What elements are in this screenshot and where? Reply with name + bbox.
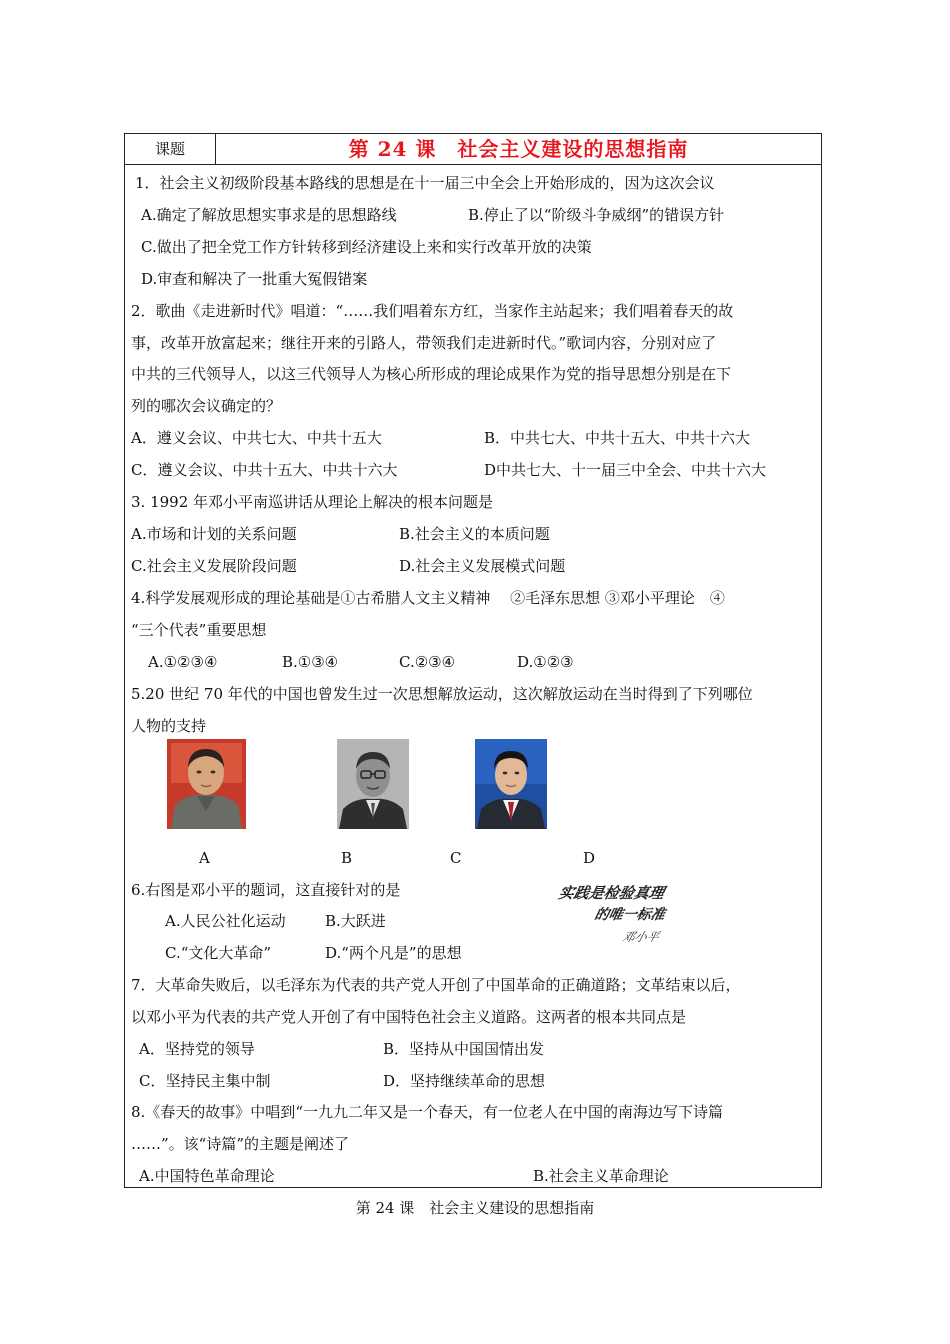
worksheet-table [124, 133, 822, 1188]
q4-stem-line2: “三个代表”重要思想 [131, 621, 267, 639]
q8-option-a: A.中国特色革命理论 [139, 1167, 275, 1185]
q8-stem-line2: ……”。该“诗篇”的主题是阐述了 [131, 1135, 350, 1153]
q3-option-d: D.社会主义发展模式问题 [399, 557, 566, 575]
q5-stem-line2: 人物的支持 [131, 717, 207, 735]
topic-label: 课题 [125, 134, 216, 164]
q8-option-b: B.社会主义革命理论 [533, 1167, 669, 1185]
q3-option-b: B.社会主义的本质问题 [399, 525, 550, 543]
q4-option-c: C.②③④ [399, 653, 456, 671]
q1-option-d: D.审查和解决了一批重大冤假错案 [141, 270, 368, 288]
q2-stem-line1: 2．歌曲《走进新时代》唱道：“……我们唱着东方红，当家作主站起来；我们唱着春天的故 [131, 302, 734, 320]
q8-stem-line1: 8.《春天的故事》中唱到“一九九二年又是一个春天，有一位老人在中国的南海边写下诗篇 [131, 1103, 723, 1121]
q6-option-b: B.大跃进 [325, 912, 386, 930]
photo-label-c: C [450, 849, 462, 867]
q1-option-a: A.确定了解放思想实事求是的思想路线 [141, 206, 397, 224]
q3-option-c: C.社会主义发展阶段问题 [131, 557, 297, 575]
q6-option-d: D.“两个凡是”的思想 [325, 944, 462, 962]
portrait-photo-b [337, 739, 409, 829]
q7-stem-line2: 以邓小平为代表的共产党人开创了有中国特色社会主义道路。这两者的根本共同点是 [131, 1008, 687, 1026]
calligraphy-line2: 的唯一标准 [593, 907, 667, 923]
calligraphy-line1: 实践是检验真理 [556, 884, 666, 902]
q2-stem-line2: 事，改革开放富起来；继往开来的引路人，带领我们走进新时代。”歌词内容，分别对应了 [131, 334, 717, 352]
photo-label-a: A [199, 849, 210, 867]
q1-option-b: B.停止了以“阶级斗争威纲”的错误方针 [468, 206, 725, 224]
q7-option-d: D．坚持继续革命的思想 [383, 1072, 546, 1090]
q5-stem-line1: 5.20 世纪 70 年代的中国也曾发生过一次思想解放运动，这次解放运动在当时得到了下列哪位 [131, 685, 753, 703]
q4-option-a: A.①②③④ [148, 653, 218, 671]
q1-stem: 1．社会主义初级阶段基本路线的思想是在十一届三中全会上开始形成的，因为这次会议 [135, 174, 715, 192]
q6-stem: 6.右图是邓小平的题词，这直接针对的是 [131, 881, 401, 899]
photo-label-b: B [341, 849, 353, 867]
q2-stem-line3: 中共的三代领导人，以这三代领导人为核心所形成的理论成果作为党的指导思想分别是在下 [131, 365, 732, 383]
q2-option-c: C．遵义会议、中共十五大、中共十六大 [131, 461, 398, 479]
calligraphy-image [555, 880, 690, 950]
q2-option-b: B．中共七大、中共十五大、中共十六大 [484, 429, 751, 447]
q7-option-b: B．坚持从中国国情出发 [383, 1040, 545, 1058]
q3-stem: 3. 1992 年邓小平南巡讲话从理论上解决的根本问题是 [131, 493, 494, 511]
page-footer: 第 24 课 社会主义建设的思想指南 [355, 1199, 595, 1217]
q1-option-c: C.做出了把全党工作方针转移到经济建设上来和实行改革开放的决策 [141, 238, 592, 256]
photo-label-d: D [583, 849, 596, 867]
q7-option-c: C．坚持民主集中制 [139, 1072, 271, 1090]
q6-option-c: C.“文化大革命” [165, 944, 272, 962]
header-row [125, 134, 821, 165]
q7-stem-line1: 7．大革命失败后，以毛泽东为代表的共产党人开创了中国革命的正确道路；文革结束以后， [131, 976, 741, 994]
q6-option-a: A.人民公社化运动 [165, 912, 286, 930]
q3-option-a: A.市场和计划的关系问题 [131, 525, 297, 543]
q4-stem-line1: 4.科学发展观形成的理论基础是①古希腊人文主义精神 ②毛泽东思想 ③邓小平理论 ④ [131, 589, 725, 607]
calligraphy-signature: 邓小平 [620, 930, 661, 944]
q7-option-a: A．坚持党的领导 [139, 1040, 255, 1058]
lesson-title: 第 24 课 社会主义建设的思想指南 [348, 137, 689, 161]
q4-option-b: B.①③④ [282, 653, 339, 671]
q4-option-d: D.①②③ [517, 653, 574, 671]
q2-option-d: D中共七大、十一届三中全会、中共十六大 [484, 461, 767, 479]
q2-option-a: A．遵义会议、中共七大、中共十五大 [131, 429, 382, 447]
portrait-photo-c [475, 739, 547, 829]
q2-stem-line4: 列的哪次会议确定的？ [131, 397, 282, 415]
portrait-photo-a [167, 739, 246, 829]
